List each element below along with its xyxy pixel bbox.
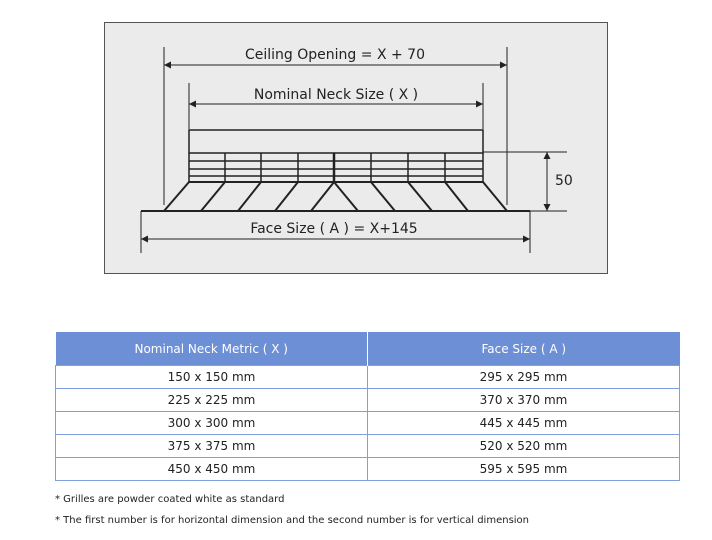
- face-size-cell: 445 x 445 mm: [368, 412, 680, 435]
- neck-size-cell: 300 x 300 mm: [56, 412, 368, 435]
- neck-size-cell: 450 x 450 mm: [56, 458, 368, 481]
- nominal-neck-label: Nominal Neck Size ( X ): [253, 87, 419, 103]
- note-dimension-order: * The first number is for horizontal dimension and the second number is for vertical dimension: [55, 515, 530, 526]
- table-row: [56, 412, 680, 435]
- face-size-cell: 370 x 370 mm: [368, 389, 680, 412]
- table-row: [56, 366, 680, 389]
- face-size-cell: 295 x 295 mm: [368, 366, 680, 389]
- header-face-size: Face Size ( A ): [368, 332, 680, 366]
- header-nominal-neck: Nominal Neck Metric ( X ): [56, 332, 368, 366]
- ceiling-opening-label: Ceiling Opening = X + 70: [245, 47, 425, 63]
- face-size-label: Face Size ( A ) = X+145: [250, 221, 418, 237]
- face-size-cell: 595 x 595 mm: [368, 458, 680, 481]
- table-row: [56, 435, 680, 458]
- neck-size-cell: 150 x 150 mm: [56, 366, 368, 389]
- table-row: [56, 458, 680, 481]
- note-powder-coating: * Grilles are powder coated white as standard: [55, 494, 285, 505]
- size-table: [55, 332, 680, 481]
- grille-dimension-drawing: [104, 22, 608, 274]
- neck-size-cell: 225 x 225 mm: [56, 389, 368, 412]
- neck-size-cell: 375 x 375 mm: [56, 435, 368, 458]
- height-label: 50: [555, 173, 573, 189]
- grille-shape: [141, 130, 530, 211]
- table-header-row: [56, 332, 680, 366]
- face-size-cell: 520 x 520 mm: [368, 435, 680, 458]
- grille-diagram: [105, 23, 609, 275]
- table-row: [56, 389, 680, 412]
